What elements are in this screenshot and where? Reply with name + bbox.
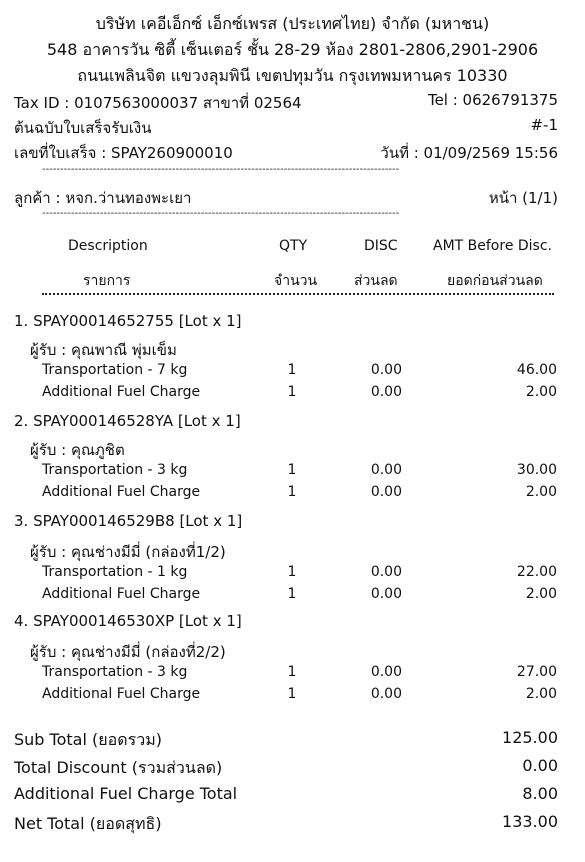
receipt-number: เลขที่ใบเสร็จ : SPAY260900010: [14, 144, 233, 162]
dash-divider-2: ---------------------------------------------------------------------------------------------------: [42, 208, 400, 219]
line-qty: 1: [287, 384, 297, 400]
col-header-disc: DISC: [364, 238, 398, 254]
copy-number: #-1: [530, 116, 558, 134]
line-amt: 2.00: [525, 586, 557, 602]
company-address-2: ถนนเพลินจิต แขวงลุมพินี เขตปทุมวัน กรุงเทพมหานคร 10330: [77, 66, 508, 85]
line-desc: Transportation - 7 kg: [42, 362, 188, 378]
line-disc: 0.00: [370, 664, 402, 680]
line-desc: Transportation - 1 kg: [42, 564, 188, 580]
line-disc: 0.00: [370, 686, 402, 702]
item-title: 3. SPAY000146529B8 [Lot x 1]: [14, 512, 243, 530]
line-item: [0, 564, 585, 588]
line-disc: 0.00: [370, 362, 402, 378]
line-amt: 46.00: [516, 362, 557, 378]
item-title: 2. SPAY000146528YA [Lot x 1]: [14, 412, 241, 430]
line-amt: 22.00: [516, 564, 557, 580]
item-title: 4. SPAY000146530XP [Lot x 1]: [14, 612, 242, 630]
company-address-1: 548 อาคารวัน ซิตี้ เซ็นเตอร์ ชั้น 28-29 ห้อง 2801-2806,2901-2906: [46, 40, 539, 59]
item-receiver: ผู้รับ : คุณภูชิต: [30, 441, 125, 459]
net-total-label: Net Total (ยอดสุทธิ): [14, 814, 162, 833]
line-disc: 0.00: [370, 384, 402, 400]
line-disc: 0.00: [370, 564, 402, 580]
line-desc: Transportation - 3 kg: [42, 664, 188, 680]
item-receiver: ผู้รับ : คุณพาณี พุ่มเข็ม: [30, 341, 177, 359]
line-qty: 1: [287, 462, 297, 478]
line-item: [0, 384, 585, 408]
line-item: [0, 362, 585, 386]
item-receiver: ผู้รับ : คุณช่างมีมี่ (กล่องที่1/2): [30, 543, 226, 561]
line-amt: 2.00: [525, 484, 557, 500]
dash-divider-1: ---------------------------------------------------------------------------------------------------: [42, 164, 400, 175]
line-desc: Additional Fuel Charge: [42, 384, 201, 400]
customer-name: ลูกค้า : หจก.ว่านทองพะเยา: [14, 189, 192, 207]
fuel-charge-total-label: Additional Fuel Charge Total: [14, 784, 238, 803]
fuel-charge-total-value: 8.00: [522, 784, 558, 803]
line-desc: Additional Fuel Charge: [42, 686, 201, 702]
line-amt: 2.00: [525, 384, 557, 400]
line-amt: 27.00: [516, 664, 557, 680]
page-number: หน้า (1/1): [488, 189, 558, 207]
line-disc: 0.00: [370, 484, 402, 500]
col-header-description: Description: [68, 238, 148, 254]
line-qty: 1: [287, 564, 297, 580]
line-disc: 0.00: [370, 586, 402, 602]
line-qty: 1: [287, 586, 297, 602]
line-item: [0, 484, 585, 508]
col-header-qty: QTY: [279, 238, 308, 254]
col-header-disc-th: ส่วนลด: [354, 273, 398, 289]
col-header-amt: AMT Before Disc.: [433, 238, 552, 254]
receipt-date: วันที่ : 01/09/2569 15:56: [380, 144, 558, 162]
net-total-value: 133.00: [502, 812, 558, 831]
tax-id: Tax ID : 0107563000037 สาขาที่ 02564: [14, 94, 302, 112]
col-header-description-th: รายการ: [83, 273, 131, 289]
telephone: Tel : 0626791375: [427, 91, 558, 109]
line-item: [0, 664, 585, 688]
total-discount-value: 0.00: [522, 756, 558, 775]
total-discount-label: Total Discount (รวมส่วนลด): [14, 758, 223, 777]
line-desc: Additional Fuel Charge: [42, 586, 201, 602]
col-header-amt-th: ยอดก่อนส่วนลด: [447, 273, 543, 289]
item-receiver: ผู้รับ : คุณช่างมีมี่ (กล่องที่2/2): [30, 643, 226, 661]
subtotal-value: 125.00: [502, 728, 558, 747]
line-qty: 1: [287, 686, 297, 702]
line-item: [0, 462, 585, 486]
copy-label: ต้นฉบับใบเสร็จรับเงิน: [14, 119, 152, 137]
dotted-divider: [42, 293, 554, 295]
subtotal-label: Sub Total (ยอดรวม): [14, 730, 162, 749]
line-desc: Additional Fuel Charge: [42, 484, 201, 500]
line-amt: 2.00: [525, 686, 557, 702]
line-qty: 1: [287, 664, 297, 680]
col-header-qty-th: จำนวน: [274, 273, 318, 289]
line-item: [0, 686, 585, 710]
line-qty: 1: [287, 362, 297, 378]
line-qty: 1: [287, 484, 297, 500]
line-amt: 30.00: [516, 462, 557, 478]
company-name: บริษัท เคอีเอ็กซ์ เอ็กซ์เพรส (ประเทศไทย) จำกัด (มหาชน): [95, 14, 490, 33]
line-disc: 0.00: [370, 462, 402, 478]
line-item: [0, 586, 585, 610]
line-desc: Transportation - 3 kg: [42, 462, 188, 478]
item-title: 1. SPAY00014652755 [Lot x 1]: [14, 312, 242, 330]
